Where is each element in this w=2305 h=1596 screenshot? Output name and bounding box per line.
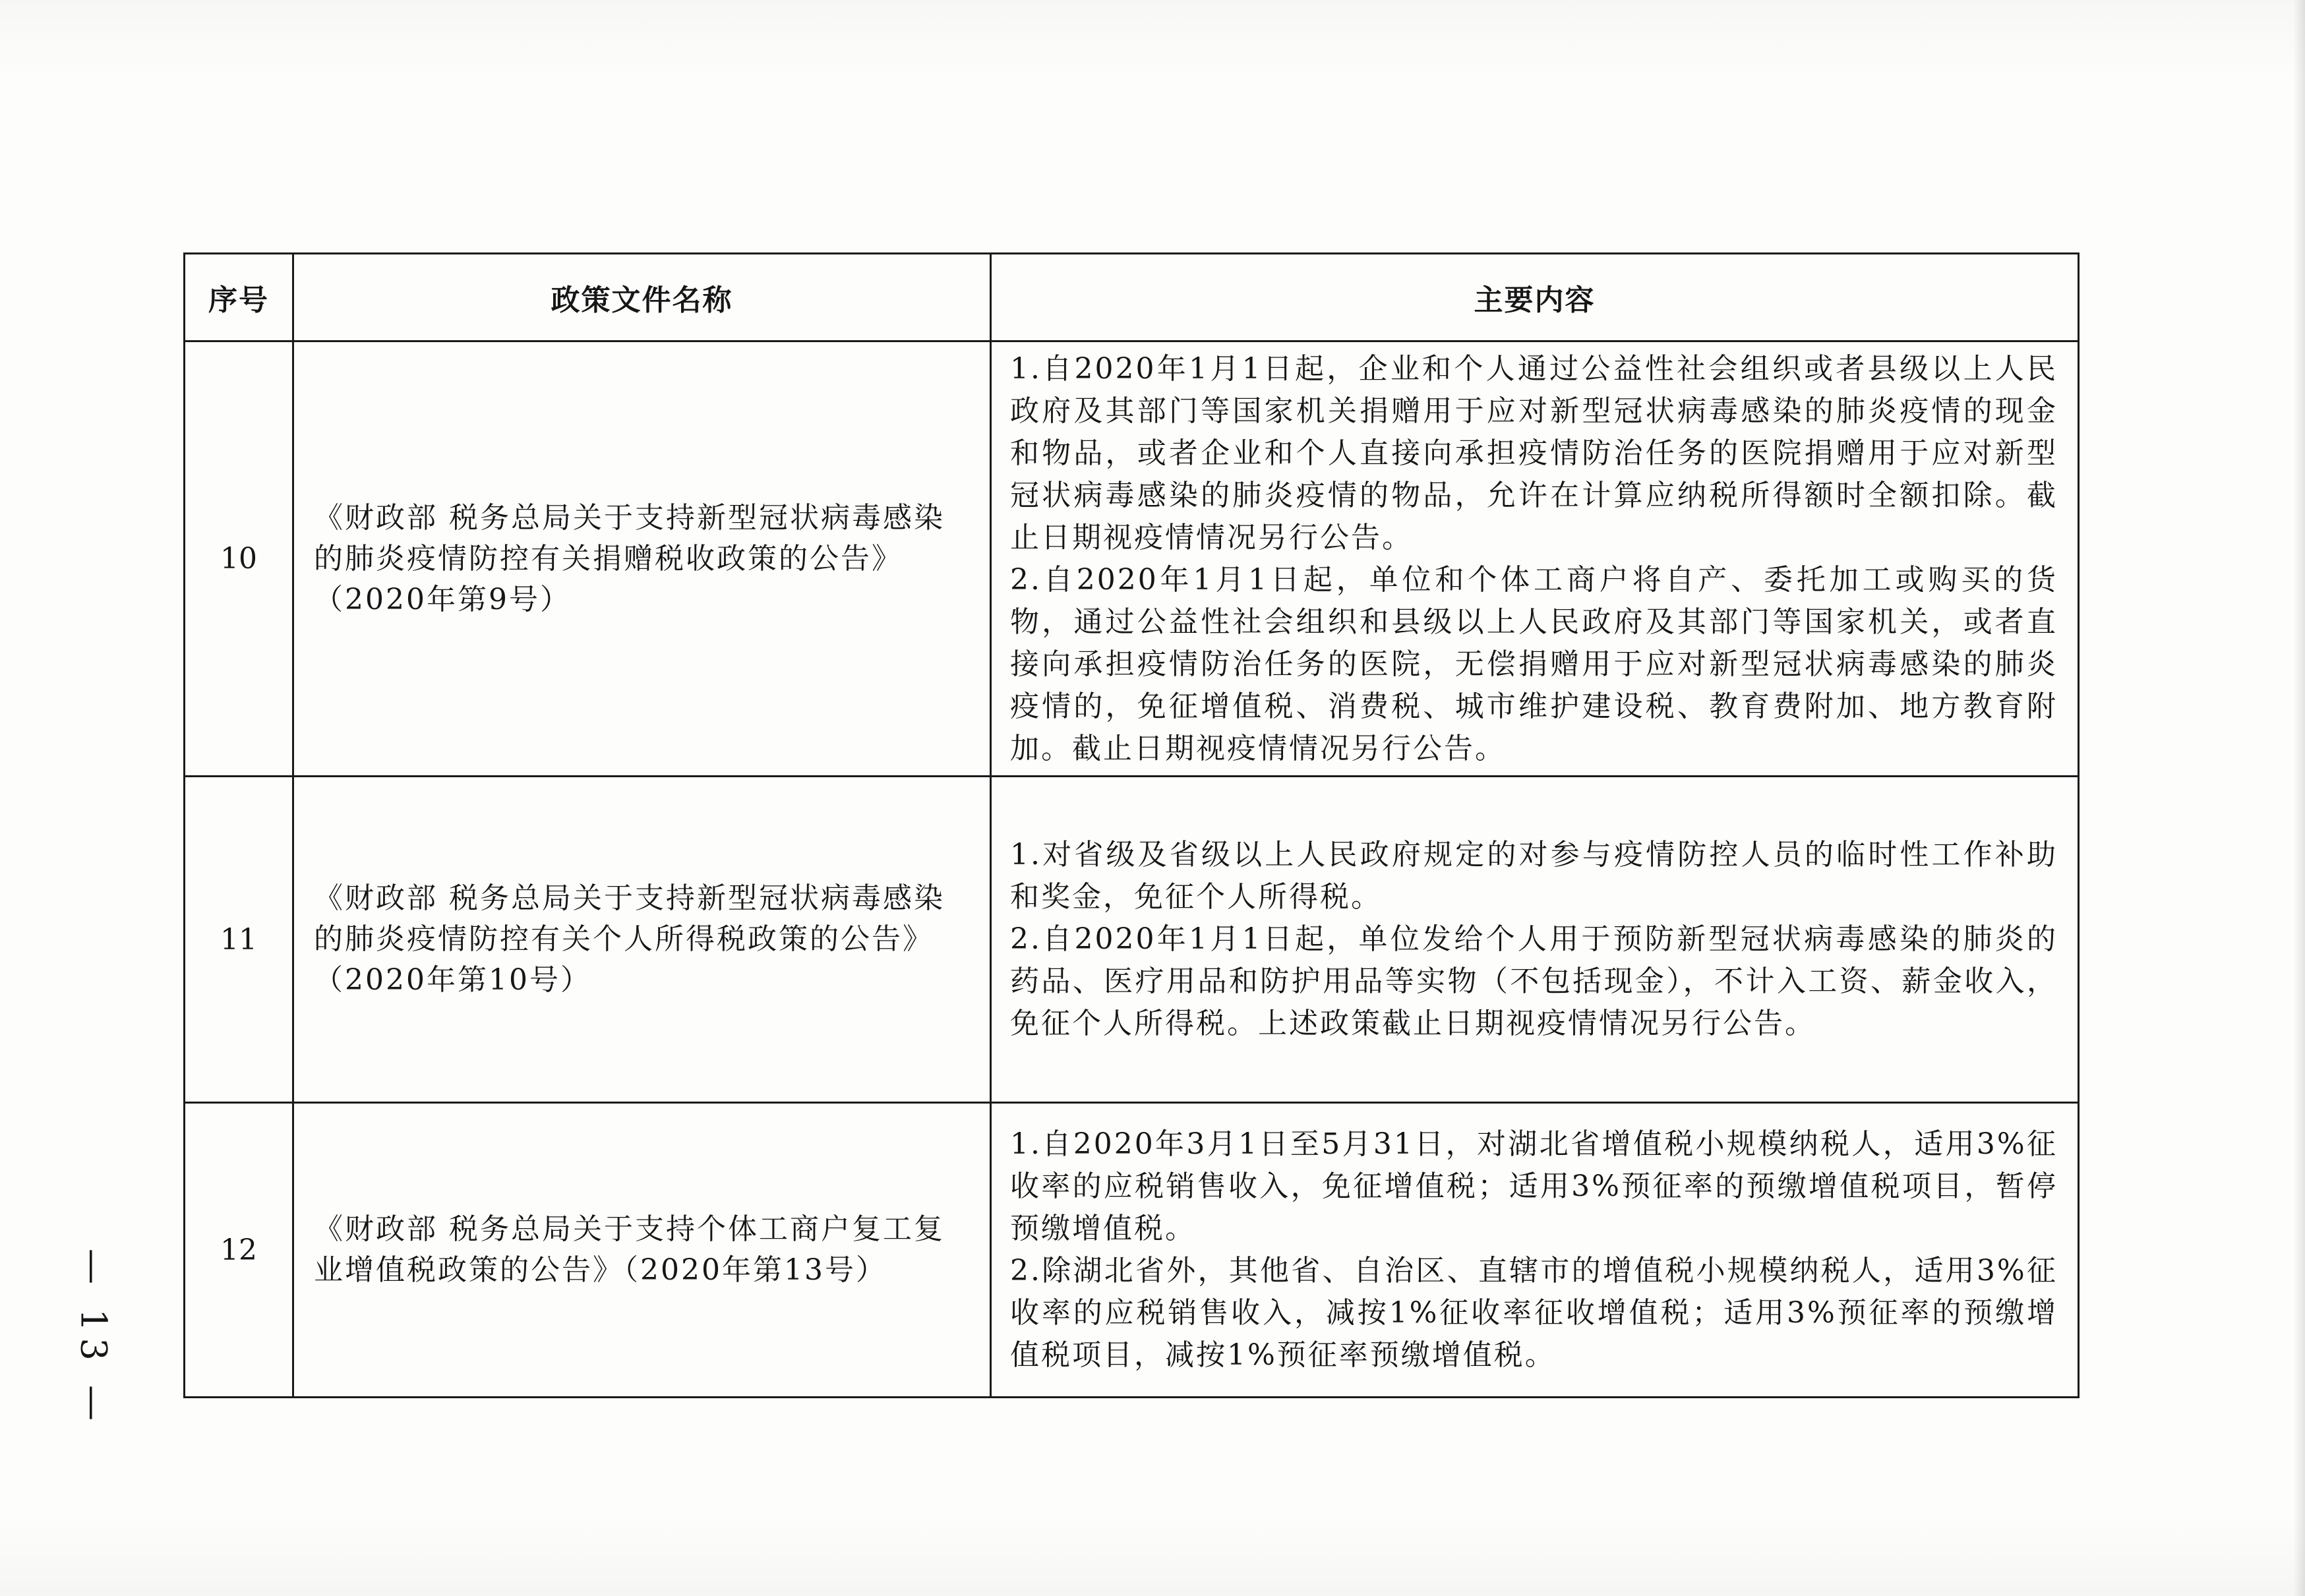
header-policy-name: 政策文件名称 [293, 254, 991, 341]
policy-name: 《财政部 税务总局关于支持个体工商户复工复业增值税政策的公告》（2020年第13号） [293, 1103, 991, 1398]
policy-content [991, 777, 2079, 1103]
header-main-content: 主要内容 [991, 254, 2079, 341]
content-item: 2.自2020年1月1日起，单位发给个人用于预防新型冠状病毒感染的肺炎的药品、医疗用品和防护用品等实物（不包括现金），不计入工资、薪金收入，免征个人所得税。上述政策截止日期视疫情情况另行公告。 [1010, 922, 2058, 1040]
content-item: 1.对省级及省级以上人民政府规定的对参与疫情防控人员的临时性工作补助和奖金，免征个人所得税。 [1010, 838, 2058, 914]
row-number: 10 [185, 341, 293, 777]
row-number: 11 [185, 777, 293, 1103]
content-item: 2.除湖北省外，其他省、自治区、直辖市的增值税小规模纳税人，适用3%征收率的应税销售收入，减按1%征收率征收增值税；适用3%预征率的预缴增值税项目，减按1%预征率预缴增值税。 [1010, 1254, 2058, 1372]
row-number: 12 [185, 1103, 293, 1398]
table-row [185, 777, 2079, 1103]
policy-content [991, 1103, 2079, 1398]
content-item: 2.自2020年1月1日起，单位和个体工商户将自产、委托加工或购买的货物，通过公益性社会组织和县级以上人民政府及其部门等国家机关，或者直接向承担疫情防治任务的医院，无偿捐赠用于应对新型冠状病毒感染的肺炎疫情的，免征增值税、消费税、城市维护建设税、教育费附加、地方教育附加。截止日期视疫情情况另行公告。 [1010, 562, 2058, 765]
policy-content [991, 341, 2079, 777]
table-header-row [185, 254, 2079, 341]
page-edge-shadow [2293, 0, 2305, 1596]
policy-name: 《财政部 税务总局关于支持新型冠状病毒感染的肺炎疫情防控有关捐赠税收政策的公告》（2020年第9号） [293, 341, 991, 777]
policy-table [183, 252, 2080, 1398]
content-item: 1.自2020年3月1日至5月31日，对湖北省增值税小规模纳税人，适用3%征收率的应税销售收入，免征增值税；适用3%预征率的预缴增值税项目，暂停预缴增值税。 [1010, 1127, 2058, 1245]
page-number: — 13 — [73, 1249, 115, 1428]
table-row [185, 1103, 2079, 1398]
table-row [185, 341, 2079, 777]
policy-name: 《财政部 税务总局关于支持新型冠状病毒感染的肺炎疫情防控有关个人所得税政策的公告》（2020年第10号） [293, 777, 991, 1103]
header-number: 序号 [185, 254, 293, 341]
content-item: 1.自2020年1月1日起，企业和个人通过公益性社会组织或者县级以上人民政府及其部门等国家机关捐赠用于应对新型冠状病毒感染的肺炎疫情的现金和物品，或者企业和个人直接向承担疫情防治任务的医院捐赠用于应对新型冠状病毒感染的肺炎疫情的物品，允许在计算应纳税所得额时全额扣除。截止日期视疫情情况另行公告。 [1010, 351, 2058, 554]
